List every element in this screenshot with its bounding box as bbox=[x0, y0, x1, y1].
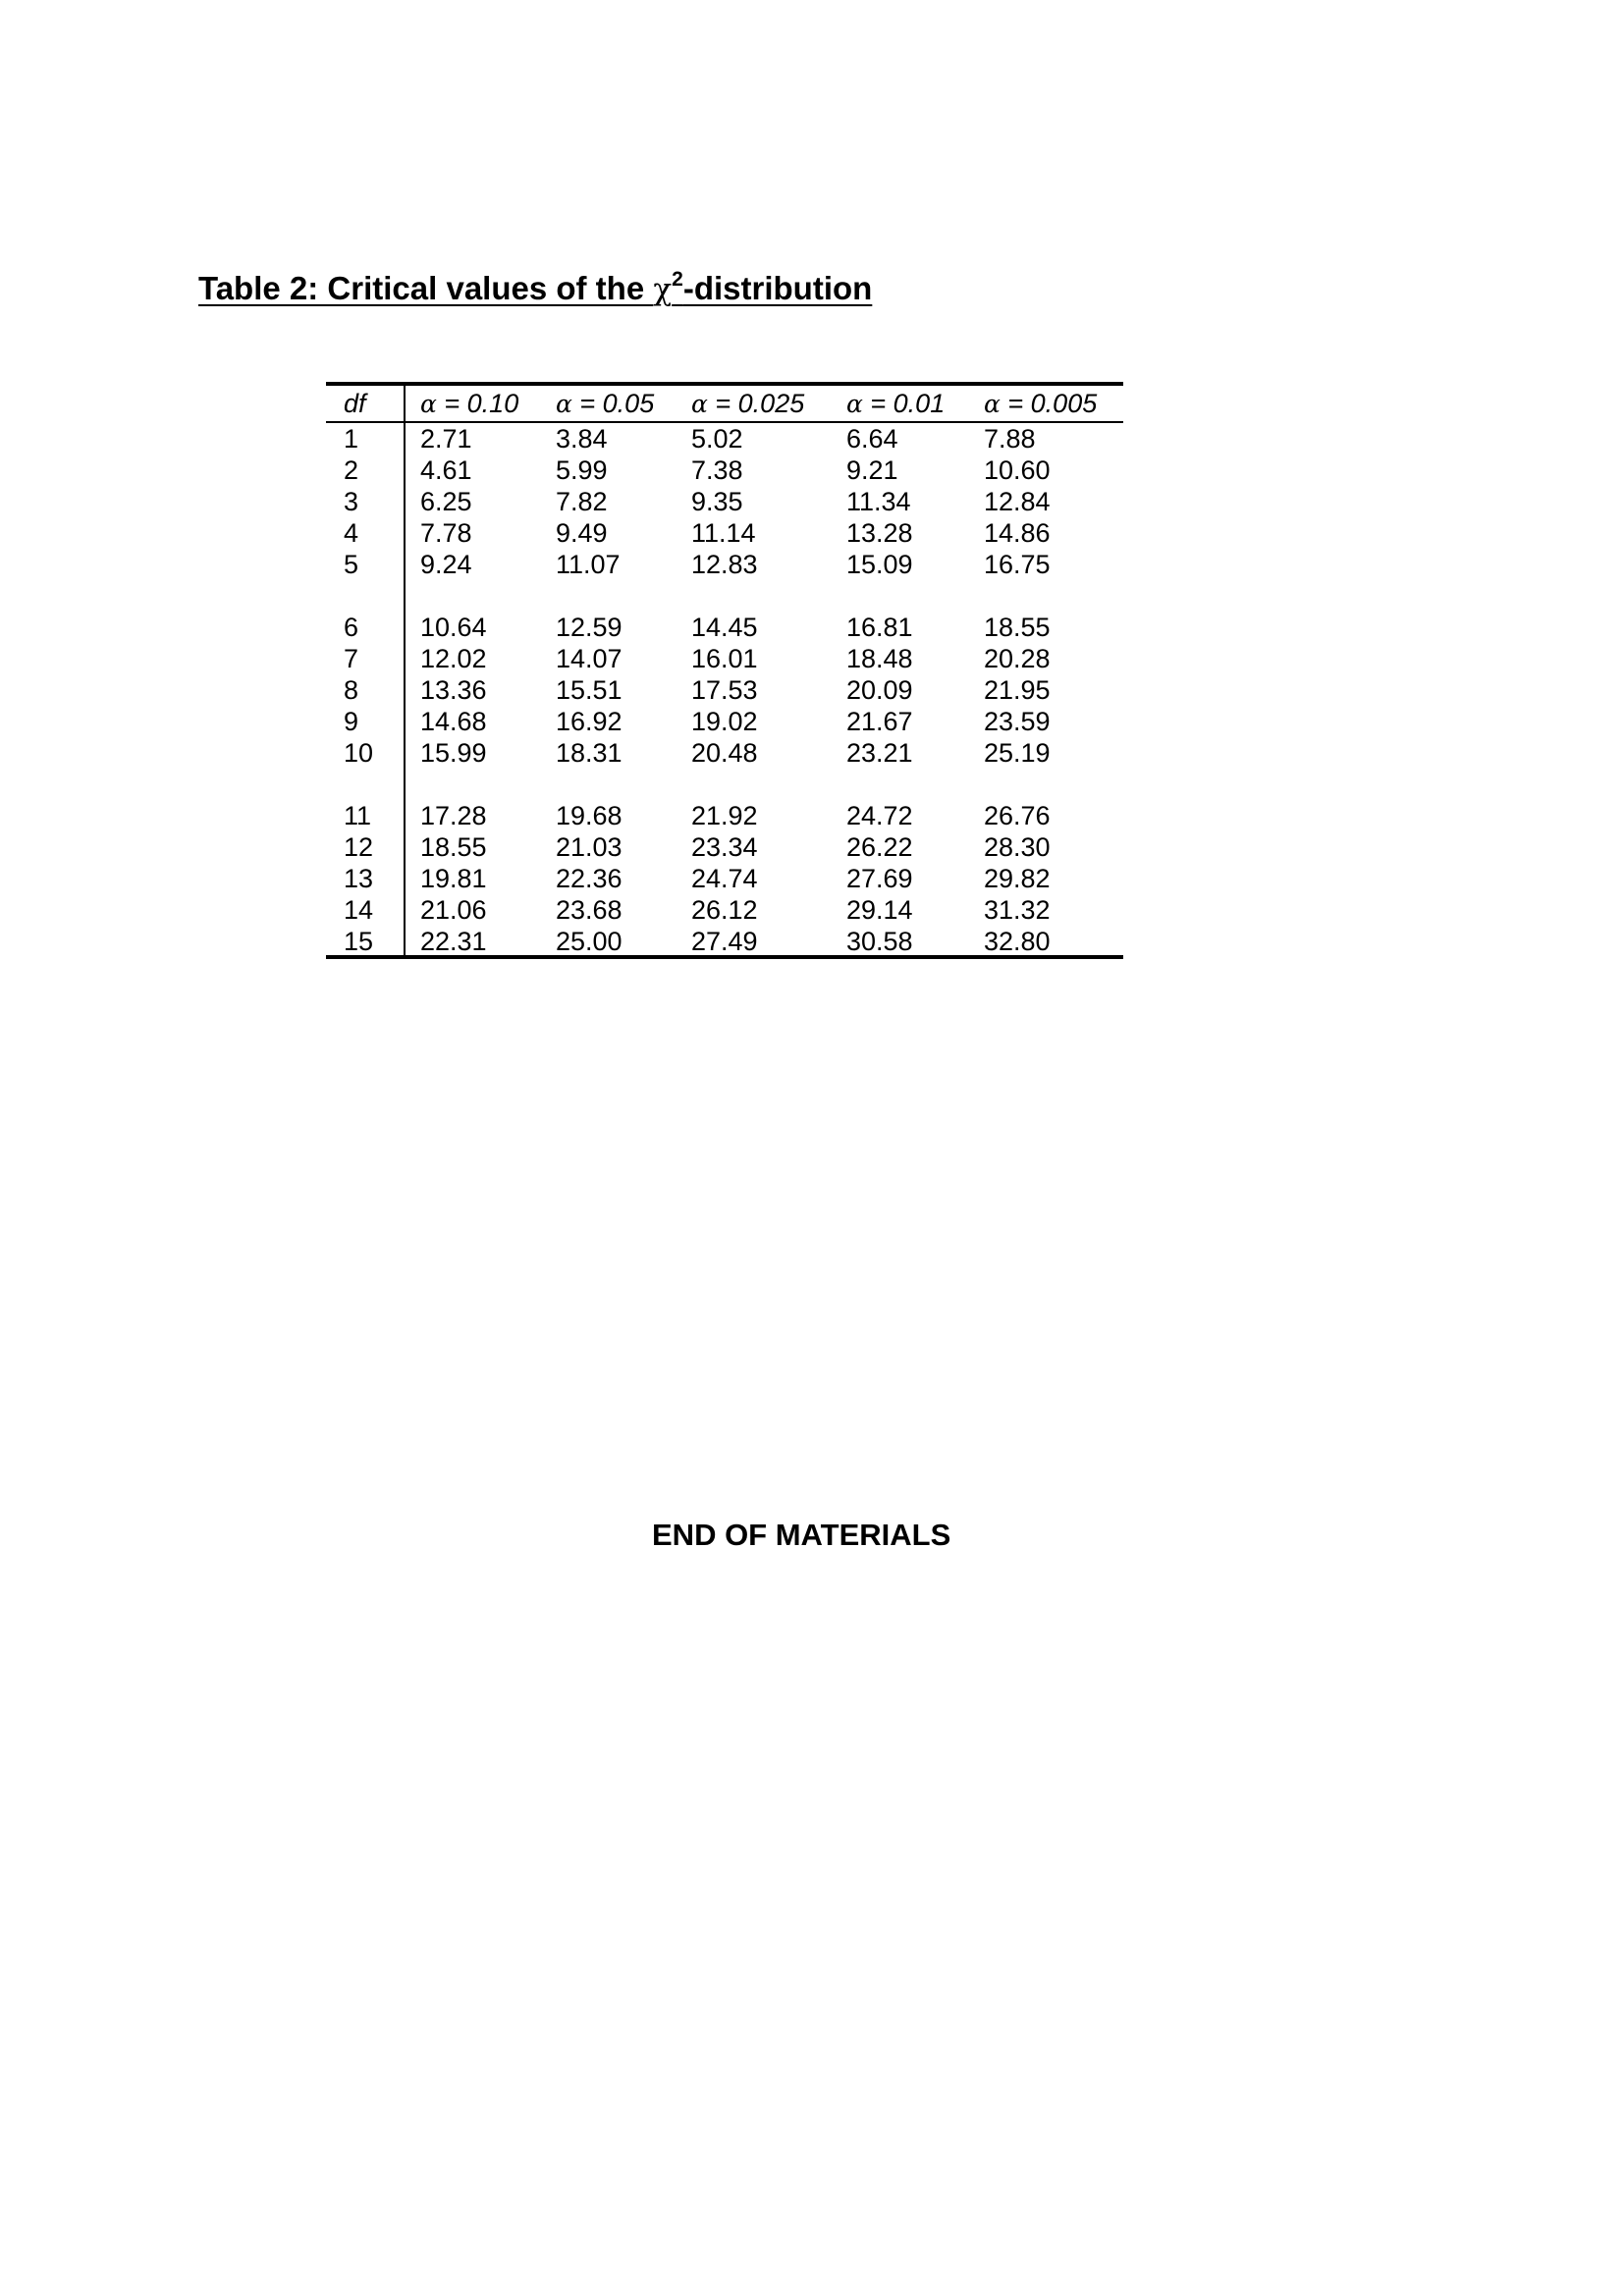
table-row bbox=[326, 831, 1123, 863]
alpha-symbol: α bbox=[420, 390, 437, 418]
header-df: df bbox=[344, 389, 366, 418]
df-cell: 2 bbox=[344, 455, 359, 485]
critical-value-cell: 10.64 bbox=[420, 613, 487, 642]
critical-value-cell: 22.31 bbox=[420, 927, 487, 956]
end-of-materials: END OF MATERIALS bbox=[652, 1518, 951, 1552]
critical-value-cell: 13.28 bbox=[846, 518, 913, 548]
table-row bbox=[326, 549, 1123, 580]
critical-value-cell: 12.83 bbox=[691, 550, 758, 579]
table-row bbox=[326, 486, 1123, 517]
title-suffix: -distribution bbox=[682, 270, 873, 306]
critical-value-cell: 19.02 bbox=[691, 707, 758, 736]
critical-value-cell: 7.88 bbox=[984, 424, 1036, 454]
df-cell: 1 bbox=[344, 424, 359, 454]
critical-value-cell: 9.35 bbox=[691, 487, 743, 516]
critical-value-cell: 25.19 bbox=[984, 738, 1051, 768]
critical-value-cell: 6.25 bbox=[420, 487, 472, 516]
critical-value-cell: 3.84 bbox=[556, 424, 608, 454]
critical-value-cell: 14.68 bbox=[420, 707, 487, 736]
header-alpha-0-005 bbox=[984, 388, 1097, 419]
alpha-symbol: α bbox=[846, 390, 863, 418]
critical-value-cell: 12.84 bbox=[984, 487, 1051, 516]
critical-value-cell: 12.59 bbox=[556, 613, 623, 642]
chi-superscript: 2 bbox=[672, 268, 683, 291]
table-row bbox=[326, 423, 1123, 454]
alpha-symbol: α bbox=[691, 390, 708, 418]
df-cell: 6 bbox=[344, 613, 359, 642]
critical-value-cell: 27.69 bbox=[846, 864, 913, 893]
critical-value-cell: 23.59 bbox=[984, 707, 1051, 736]
header-alpha-0-10 bbox=[420, 388, 518, 419]
header-alpha-value: = 0.01 bbox=[862, 389, 946, 418]
critical-value-cell: 18.55 bbox=[420, 832, 487, 862]
critical-value-cell: 16.75 bbox=[984, 550, 1051, 579]
df-cell: 9 bbox=[344, 707, 359, 736]
critical-value-cell: 2.71 bbox=[420, 424, 472, 454]
critical-value-cell: 23.34 bbox=[691, 832, 758, 862]
df-cell: 8 bbox=[344, 675, 359, 705]
table-row bbox=[326, 894, 1123, 926]
critical-value-cell: 29.14 bbox=[846, 895, 913, 925]
critical-value-cell: 17.53 bbox=[691, 675, 758, 705]
critical-value-cell: 29.82 bbox=[984, 864, 1051, 893]
table-row bbox=[326, 643, 1123, 674]
alpha-symbol: α bbox=[556, 390, 572, 418]
critical-value-cell: 32.80 bbox=[984, 927, 1051, 956]
df-cell: 10 bbox=[344, 738, 374, 768]
table-top-rule bbox=[326, 382, 1123, 386]
header-alpha-value: = 0.10 bbox=[436, 389, 519, 418]
header-alpha-value: = 0.025 bbox=[707, 389, 805, 418]
critical-value-cell: 16.01 bbox=[691, 644, 758, 673]
critical-value-cell: 15.51 bbox=[556, 675, 623, 705]
critical-value-cell: 23.68 bbox=[556, 895, 623, 925]
critical-value-cell: 18.48 bbox=[846, 644, 913, 673]
critical-value-cell: 7.78 bbox=[420, 518, 472, 548]
critical-value-cell: 24.74 bbox=[691, 864, 758, 893]
critical-value-cell: 14.86 bbox=[984, 518, 1051, 548]
critical-value-cell: 11.34 bbox=[846, 487, 911, 516]
header-alpha-value: = 0.05 bbox=[571, 389, 655, 418]
critical-value-cell: 20.28 bbox=[984, 644, 1051, 673]
critical-value-cell: 17.28 bbox=[420, 801, 487, 830]
critical-value-cell: 26.12 bbox=[691, 895, 758, 925]
critical-value-cell: 20.48 bbox=[691, 738, 758, 768]
critical-value-cell: 11.14 bbox=[691, 518, 756, 548]
critical-value-cell: 19.68 bbox=[556, 801, 623, 830]
critical-value-cell: 25.00 bbox=[556, 927, 623, 956]
header-alpha-0-025 bbox=[691, 388, 804, 419]
table-row bbox=[326, 737, 1123, 769]
critical-value-cell: 5.99 bbox=[556, 455, 608, 485]
critical-value-cell: 26.76 bbox=[984, 801, 1051, 830]
critical-value-cell: 20.09 bbox=[846, 675, 913, 705]
critical-value-cell: 28.30 bbox=[984, 832, 1051, 862]
critical-value-cell: 14.07 bbox=[556, 644, 623, 673]
critical-value-cell: 16.81 bbox=[846, 613, 913, 642]
critical-value-cell: 4.61 bbox=[420, 455, 472, 485]
critical-value-cell: 31.32 bbox=[984, 895, 1051, 925]
critical-value-cell: 5.02 bbox=[691, 424, 743, 454]
df-cell: 7 bbox=[344, 644, 359, 673]
critical-value-cell: 21.06 bbox=[420, 895, 487, 925]
table-row bbox=[326, 800, 1123, 831]
table-row bbox=[326, 706, 1123, 737]
table-row bbox=[326, 863, 1123, 894]
critical-value-cell: 21.95 bbox=[984, 675, 1051, 705]
critical-value-cell: 26.22 bbox=[846, 832, 913, 862]
header-alpha-0-01 bbox=[846, 388, 945, 419]
alpha-symbol: α bbox=[984, 390, 1001, 418]
critical-value-cell: 9.49 bbox=[556, 518, 608, 548]
critical-value-cell: 23.21 bbox=[846, 738, 913, 768]
df-cell: 14 bbox=[344, 895, 374, 925]
critical-value-cell: 21.92 bbox=[691, 801, 758, 830]
critical-value-cell: 18.55 bbox=[984, 613, 1051, 642]
critical-value-cell: 16.92 bbox=[556, 707, 623, 736]
critical-value-cell: 7.38 bbox=[691, 455, 743, 485]
critical-value-cell: 18.31 bbox=[556, 738, 623, 768]
df-cell: 4 bbox=[344, 518, 359, 548]
df-cell: 13 bbox=[344, 864, 374, 893]
critical-value-cell: 12.02 bbox=[420, 644, 487, 673]
header-alpha-0-05 bbox=[556, 388, 654, 419]
df-cell: 5 bbox=[344, 550, 359, 579]
table-row bbox=[326, 517, 1123, 549]
header-alpha-value: = 0.005 bbox=[1000, 389, 1098, 418]
df-cell: 11 bbox=[344, 801, 372, 830]
df-cell: 12 bbox=[344, 832, 374, 862]
critical-value-cell: 9.21 bbox=[846, 455, 898, 485]
table-row bbox=[326, 612, 1123, 643]
critical-value-cell: 14.45 bbox=[691, 613, 758, 642]
critical-value-cell: 6.64 bbox=[846, 424, 898, 454]
critical-value-cell: 24.72 bbox=[846, 801, 913, 830]
table-row bbox=[326, 926, 1123, 957]
critical-value-cell: 19.81 bbox=[420, 864, 487, 893]
table-row bbox=[326, 454, 1123, 486]
critical-value-cell: 15.99 bbox=[420, 738, 487, 768]
critical-value-cell: 30.58 bbox=[846, 927, 913, 956]
table-row bbox=[326, 674, 1123, 706]
critical-value-cell: 10.60 bbox=[984, 455, 1051, 485]
critical-value-cell: 15.09 bbox=[846, 550, 913, 579]
chi-symbol: χ bbox=[653, 272, 673, 307]
table-title bbox=[198, 268, 873, 307]
critical-value-cell: 13.36 bbox=[420, 675, 487, 705]
df-cell: 3 bbox=[344, 487, 359, 516]
df-cell: 15 bbox=[344, 927, 374, 956]
critical-value-cell: 22.36 bbox=[556, 864, 623, 893]
title-prefix: Table 2: Critical values of the bbox=[198, 270, 654, 306]
critical-value-cell: 9.24 bbox=[420, 550, 472, 579]
critical-value-cell: 27.49 bbox=[691, 927, 758, 956]
critical-value-cell: 21.03 bbox=[556, 832, 623, 862]
critical-value-cell: 21.67 bbox=[846, 707, 913, 736]
critical-value-cell: 11.07 bbox=[556, 550, 621, 579]
critical-value-cell: 7.82 bbox=[556, 487, 608, 516]
